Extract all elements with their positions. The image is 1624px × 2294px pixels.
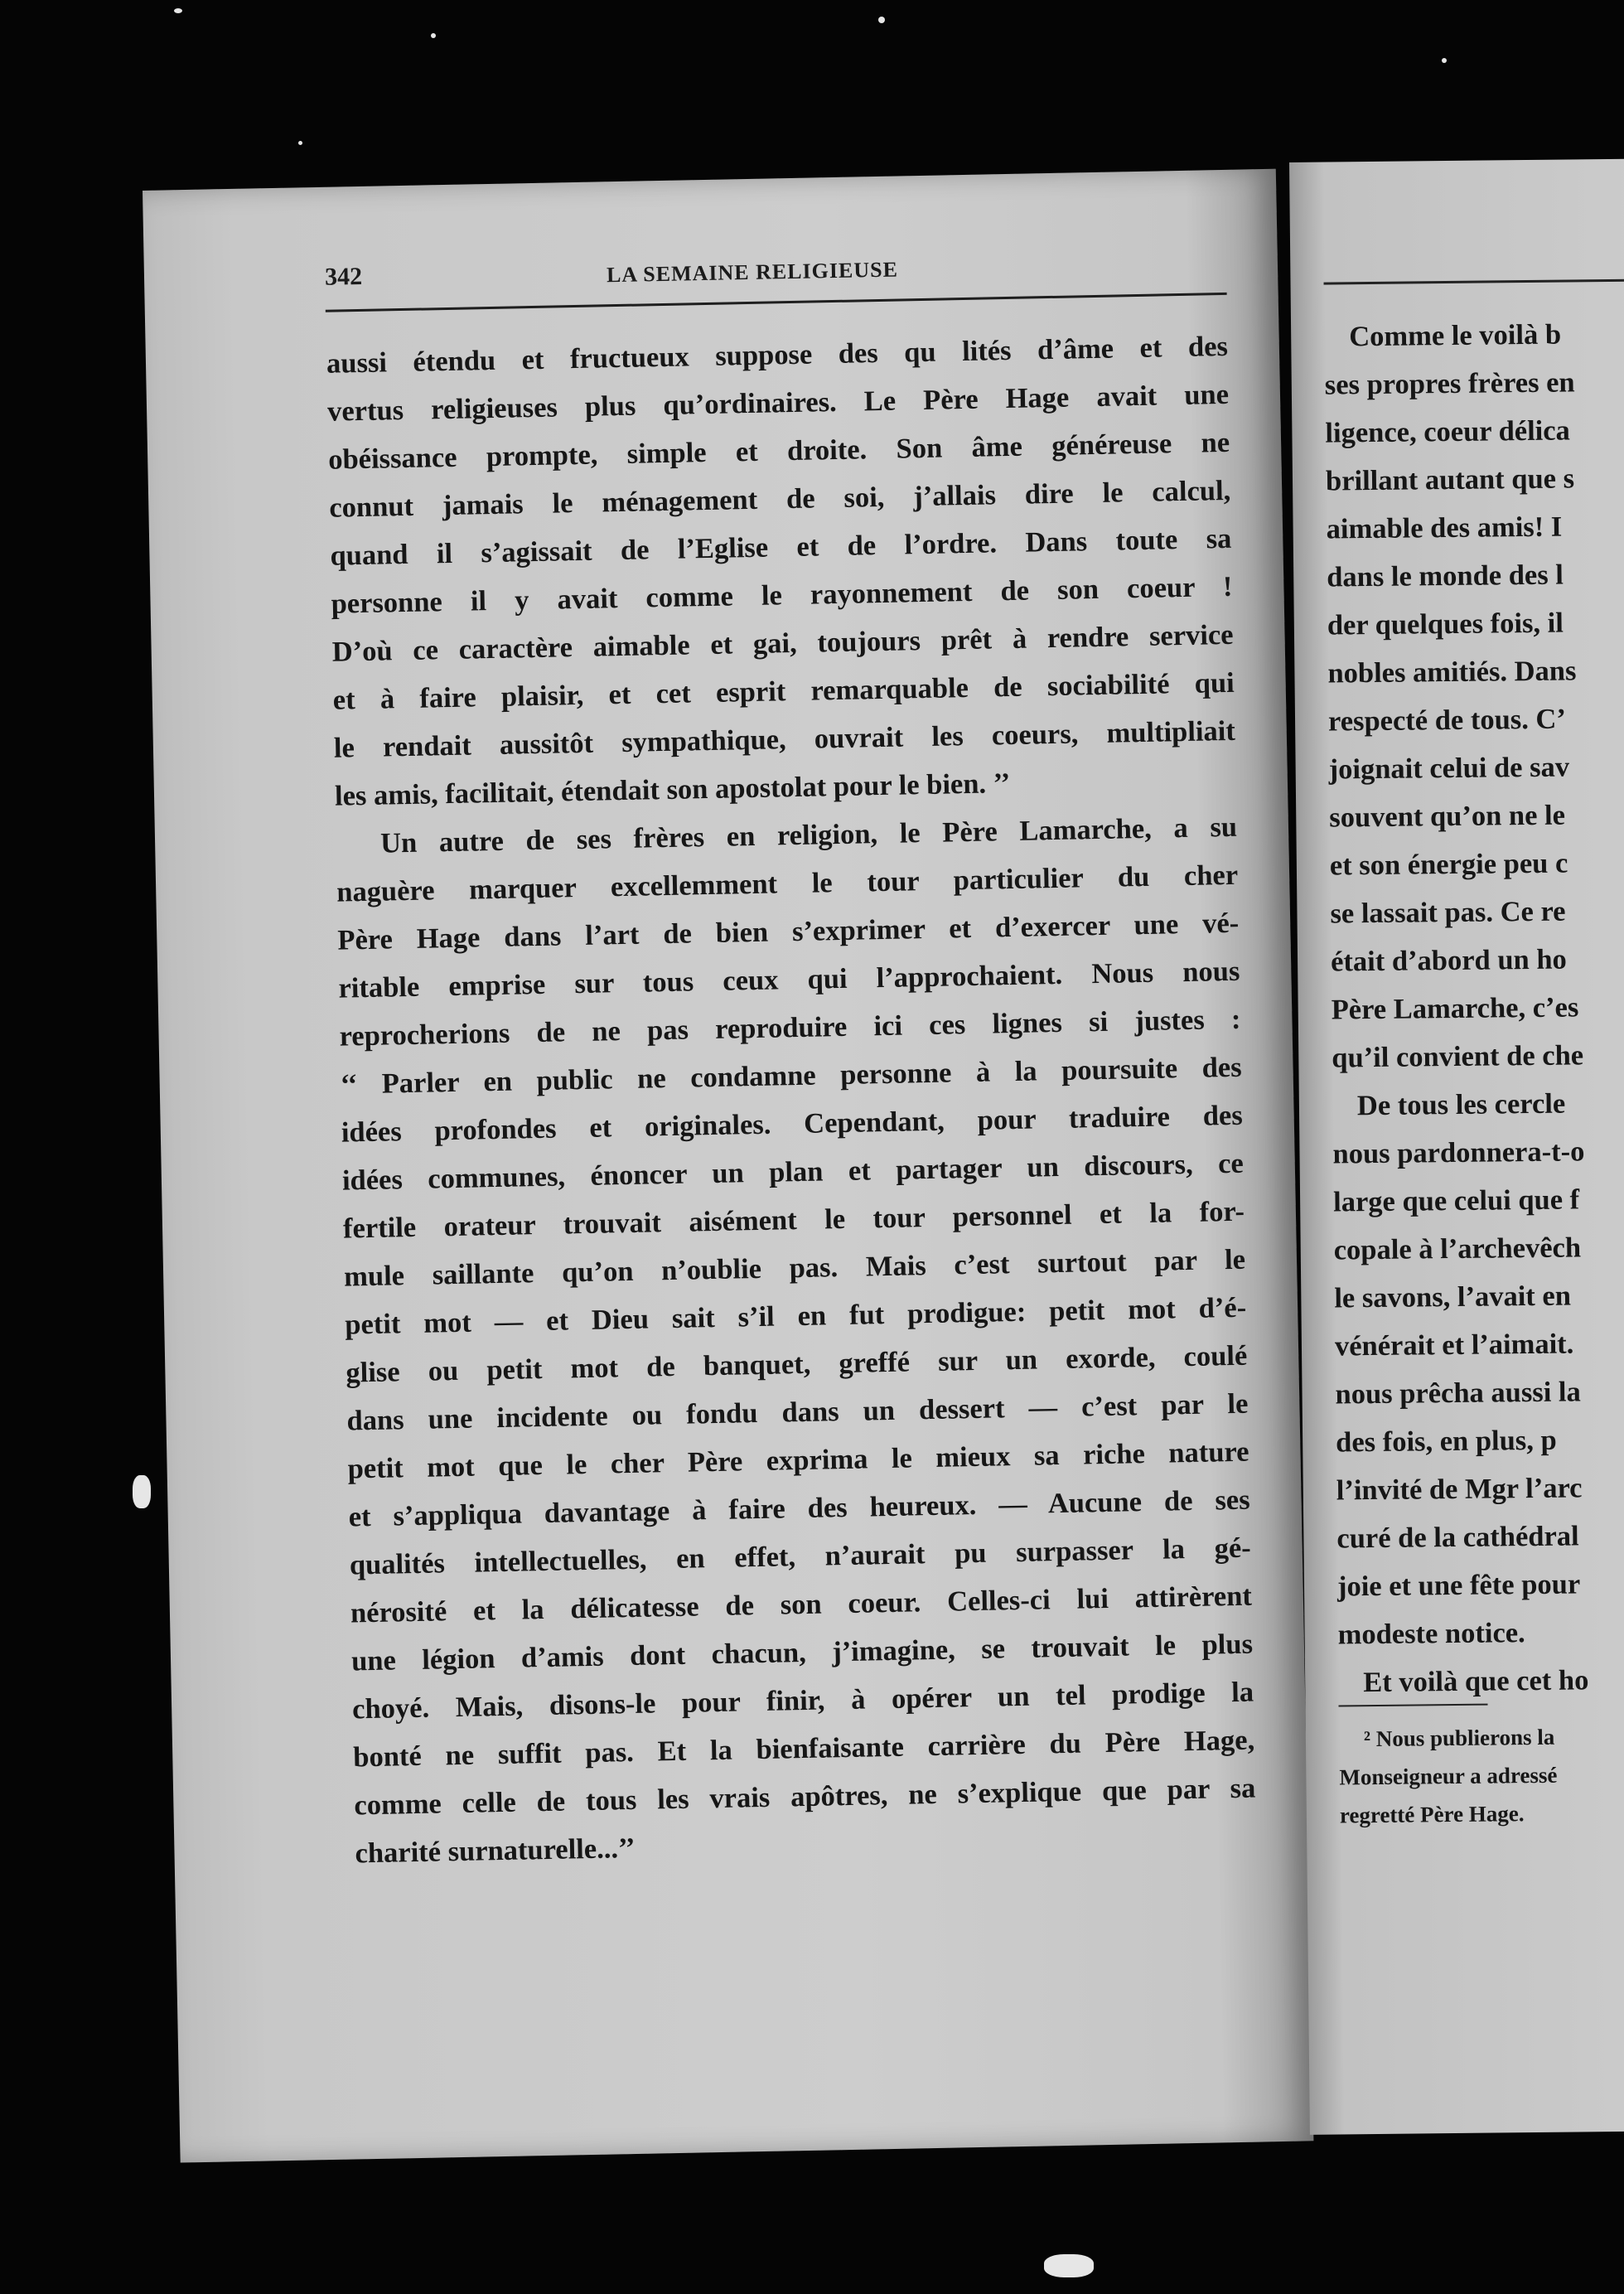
text-line: modeste notice. bbox=[1337, 1617, 1525, 1651]
text-line: Père Lamarche, c’es bbox=[1331, 991, 1579, 1026]
text-line: nobles amitiés. Dans bbox=[1327, 655, 1577, 690]
text-line: connut jamais le ménagement de soi, j’allais dire le calcul, bbox=[329, 474, 1231, 524]
text-line: large que celui que f bbox=[1332, 1183, 1580, 1218]
text-line: des fois, en plus, p bbox=[1335, 1424, 1557, 1459]
text-line: vénérait et l’aimait. bbox=[1334, 1328, 1574, 1362]
text-line: idées communes, énoncer un plan et partager un discours, ce bbox=[341, 1147, 1245, 1197]
text-line: joignait celui de sav bbox=[1328, 751, 1570, 786]
text-line: ses propres frères en bbox=[1324, 366, 1575, 401]
dust-speck bbox=[174, 8, 182, 13]
text-line: petit mot que le cher Père exprima le mieux sa riche nature bbox=[347, 1435, 1249, 1485]
text-line: naguère marquer excellemment le tour particulier du cher bbox=[336, 859, 1239, 908]
text-line: et à faire plaisir, et cet esprit remarquable de sociabilité qui bbox=[332, 666, 1235, 716]
footnote-line: ² Nous publierons la bbox=[1363, 1724, 1555, 1752]
dust-speck bbox=[298, 141, 302, 145]
text-line: obéissance prompte, simple et droite. Son âme généreuse ne bbox=[327, 426, 1230, 476]
text-line: nous pardonnera-t-o bbox=[1332, 1135, 1585, 1170]
text-line: Père Hage dans l’art de bien s’exprimer et d’exercer une vé- bbox=[337, 907, 1240, 956]
body-text bbox=[326, 322, 1256, 1878]
text-line: quand il s’agissait de l’Eglise et de l’ordre. Dans toute sa bbox=[330, 522, 1232, 572]
dust-speck bbox=[133, 1475, 151, 1508]
running-title: LA SEMAINE RELIGIEUSE bbox=[606, 257, 899, 288]
text-line: le rendait aussitôt sympathique, ouvrait les coeurs, multipliait bbox=[333, 714, 1236, 764]
text-line: se lassait pas. Ce re bbox=[1330, 895, 1566, 930]
header-rule bbox=[1324, 279, 1624, 285]
text-line: ligence, coeur délica bbox=[1325, 414, 1571, 449]
text-line: qualités intellectuelles, en effet, n’aurait pu surpasser la gé- bbox=[349, 1532, 1252, 1581]
text-line: reprocherions de ne pas reproduire ici ces lignes si justes : bbox=[339, 1003, 1241, 1053]
text-line: dans une incidente ou fondu dans un dessert — c’est par le bbox=[346, 1387, 1249, 1437]
text-line: nérosité et la délicatesse de son coeur. Celles-ci lui attirèrent bbox=[350, 1580, 1253, 1629]
text-line: charité surnaturelle...’’ bbox=[355, 1832, 636, 1870]
text-line: copale à l’archevêch bbox=[1333, 1232, 1582, 1266]
text-line: petit mot — et Dieu sait s’il en fut prodigue: petit mot d’é- bbox=[344, 1291, 1247, 1341]
page-number: 342 bbox=[324, 262, 363, 291]
text-line: Comme le voilà b bbox=[1349, 318, 1562, 353]
text-line: der quelques fois, il bbox=[1327, 607, 1564, 641]
text-line: idées profondes et originales. Cependant, pour traduire des bbox=[341, 1099, 1244, 1149]
text-line: mule saillante qu’on n’oublie pas. Mais c’est surtout par le bbox=[343, 1243, 1246, 1293]
dust-speck bbox=[1442, 58, 1447, 63]
text-line: une légion d’amis dont chacun, j’imagine, se trouvait le plus bbox=[350, 1628, 1254, 1677]
text-line: brillant autant que s bbox=[1325, 462, 1575, 497]
text-line: joie et une fête pour bbox=[1336, 1568, 1581, 1603]
dust-speck bbox=[878, 17, 885, 23]
text-line: glise ou petit mot de banquet, greffé sur un exorde, coulé bbox=[346, 1339, 1248, 1389]
text-line: ritable emprise sur tous ceux qui l’approchaient. Nous nous bbox=[338, 955, 1240, 1004]
body-text bbox=[1324, 308, 1624, 1706]
text-line: fertile orateur trouvait aisément le tour personnel et la for- bbox=[342, 1195, 1245, 1245]
text-line: respecté de tous. C’ bbox=[1327, 703, 1567, 738]
dust-speck bbox=[431, 33, 436, 38]
text-line: dans le monde des l bbox=[1327, 559, 1564, 593]
text-line: les amis, facilitait, étendait son apostolat pour le bien. ’’ bbox=[334, 767, 1011, 812]
text-line: le savons, l’avait en bbox=[1334, 1280, 1572, 1314]
text-line: personne il y avait comme le rayonnement de son coeur ! bbox=[331, 570, 1233, 620]
text-line: bonté ne suffit pas. Et la bienfaisante carrière du Père Hage, bbox=[352, 1724, 1255, 1774]
text-line: D’où ce caractère aimable et gai, toujours prêt à rendre service bbox=[331, 618, 1234, 668]
text-line: curé de la cathédral bbox=[1336, 1520, 1579, 1555]
text-line: aimable des amis! I bbox=[1326, 511, 1563, 545]
text-line: ‘‘ Parler en public ne condamne personne à la poursuite des bbox=[340, 1051, 1242, 1101]
text-line: Et voilà que cet ho bbox=[1363, 1664, 1589, 1699]
right-page bbox=[1289, 159, 1624, 2135]
text-line: et s’appliqua davantage à faire des heureux. — Aucune de ses bbox=[348, 1483, 1250, 1533]
text-line: vertus religieuses plus qu’ordinaires. Le Père Hage avait une bbox=[326, 378, 1230, 428]
text-line: nous prêcha aussi la bbox=[1335, 1376, 1581, 1411]
footnote-line: Monseigneur a adressé bbox=[1339, 1762, 1558, 1790]
text-line: De tous les cercle bbox=[1356, 1087, 1566, 1122]
text-line: qu’il convient de che bbox=[1332, 1039, 1584, 1074]
text-line: comme celle de tous les vrais apôtres, ne s’explique que par sa bbox=[354, 1772, 1256, 1822]
text-line: l’invité de Mgr l’arc bbox=[1336, 1472, 1583, 1507]
left-page bbox=[143, 169, 1313, 2163]
text-line: Un autre de ses frères en religion, le Père Lamarche, a su bbox=[379, 811, 1238, 859]
footnote-line: regretté Père Hage. bbox=[1339, 1801, 1525, 1828]
footnote bbox=[1339, 1716, 1624, 1834]
text-line: aussi étendu et fructueux suppose des qu lités d’âme et des bbox=[326, 330, 1229, 380]
text-line: souvent qu’on ne le bbox=[1329, 799, 1566, 834]
text-line: choyé. Mais, disons-le pour finir, à opérer un tel prodige la bbox=[351, 1676, 1254, 1725]
text-line: et son énergie peu c bbox=[1329, 847, 1568, 882]
dust-speck bbox=[1044, 2254, 1094, 2277]
text-line: était d’abord un ho bbox=[1330, 943, 1567, 978]
